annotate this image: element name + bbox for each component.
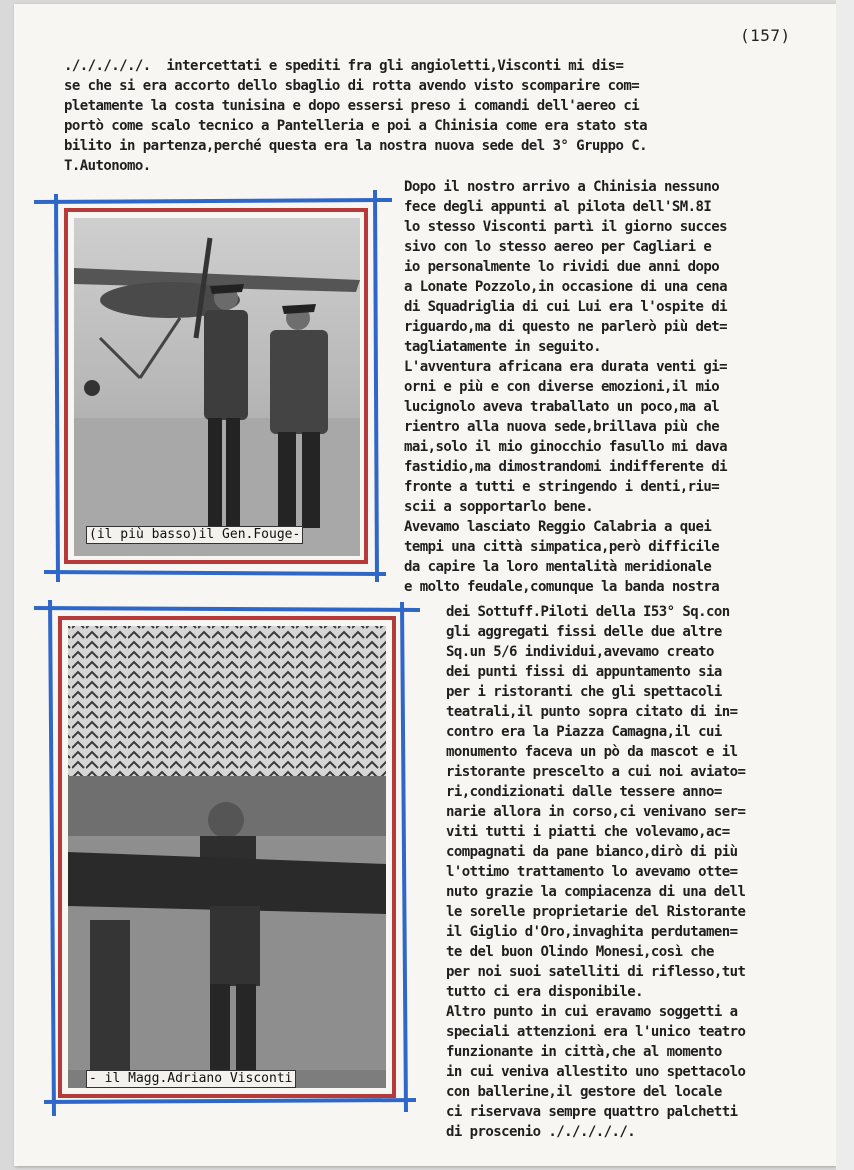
photo-visconti-image — [30, 600, 422, 1122]
page-number: (157) — [740, 26, 791, 45]
lower-right-paragraph: dei Sottuff.Piloti della I53° Sq.con gli aggregati fissi delle due altre Sq.un 5/6 individui,avevamo creato dei punti fissi di appuntamento sia per i ristoranti che gli spettacoli teatrali,il punto sopra citato di in= contro era la Piazza Camagna,il cui monumento faceva un pò da mascot e il ristorante prescelto a cui noi aviato= ri,condizionati dalle tessere anno= narie allora in corso,ci venivano ser= viti tutti i piatti che volevamo,ac= compagnati da pane bianco,dirò di più l'ottimo trattamento lo avevamo otte= nuto grazie la compiacenza di una dell le sorelle proprietarie del Ristorante il Giglio d'Oro,invaghita perdutamen= te del buon Olindo Monesi,così che per noi suoi satelliti di riflesso,tut tutto ci era disponibile. Altro punto in cui eravamo soggetti a speciali attenzioni era l'unico teatro funzionante in città,che al momento in cui veniva allestito uno spettacolo con ballerine,il gestore del locale ci riservava sempre quattro palchetti di proscenio ./././././. — [446, 604, 746, 1140]
photo-officers-aircraft — [30, 188, 394, 588]
right-column-paragraph: Dopo il nostro arrivo a Chinisia nessuno fece degli appunti al pilota dell'SM.8I lo stesso Visconti partì il giorno succes sivo con lo stesso aereo per Cagliari e io personalmente lo rividi due anni dopo a Lonate Pozzolo,in occasione di una cena di Squadriglia di cui Lui era l'ospite di riguardo,ma di questo ne parlerò più det= tagliatamente in seguito. L'avventura africana era durata venti gi= orni e più e con diverse emozioni,il mio lucignolo aveva traballato un poco,ma al rientro alla nuova sede,brillava più che mai,solo il mio ginocchio fasullo mi dava fastidio,ma dimostrandomi indifferente di fronte a tutti e stringendo i denti,riu= scii a sopportarlo bene. Avevamo lasciato Reggio Calabria a quei tempi una città simpatica,però difficile da capire la loro mentalità meridionale e molto feudale,comunque la banda nostra — [404, 179, 728, 595]
photo-caption: (il più basso)il Gen.Fouge- — [86, 526, 303, 544]
scan-edge — [836, 0, 854, 1170]
opening-paragraph: ./././././. intercettati e spediti fra gli angioletti,Visconti mi dis= se che si era accorto dello sbaglio di rotta avendo visto scomparire com= pletamente la costa tunisina e dopo essersi preso i comandi dell'aereo ci portò come scalo tecnico a Pantelleria e poi a Chinisia come era stato sta bilito in partenza,perché questa era la nostra nuova sede del 3° Gruppo C. T.Autonomo. — [64, 58, 648, 174]
photo-visconti — [30, 600, 422, 1122]
photo-caption: - il Magg.Adriano Visconti — [86, 1070, 296, 1088]
